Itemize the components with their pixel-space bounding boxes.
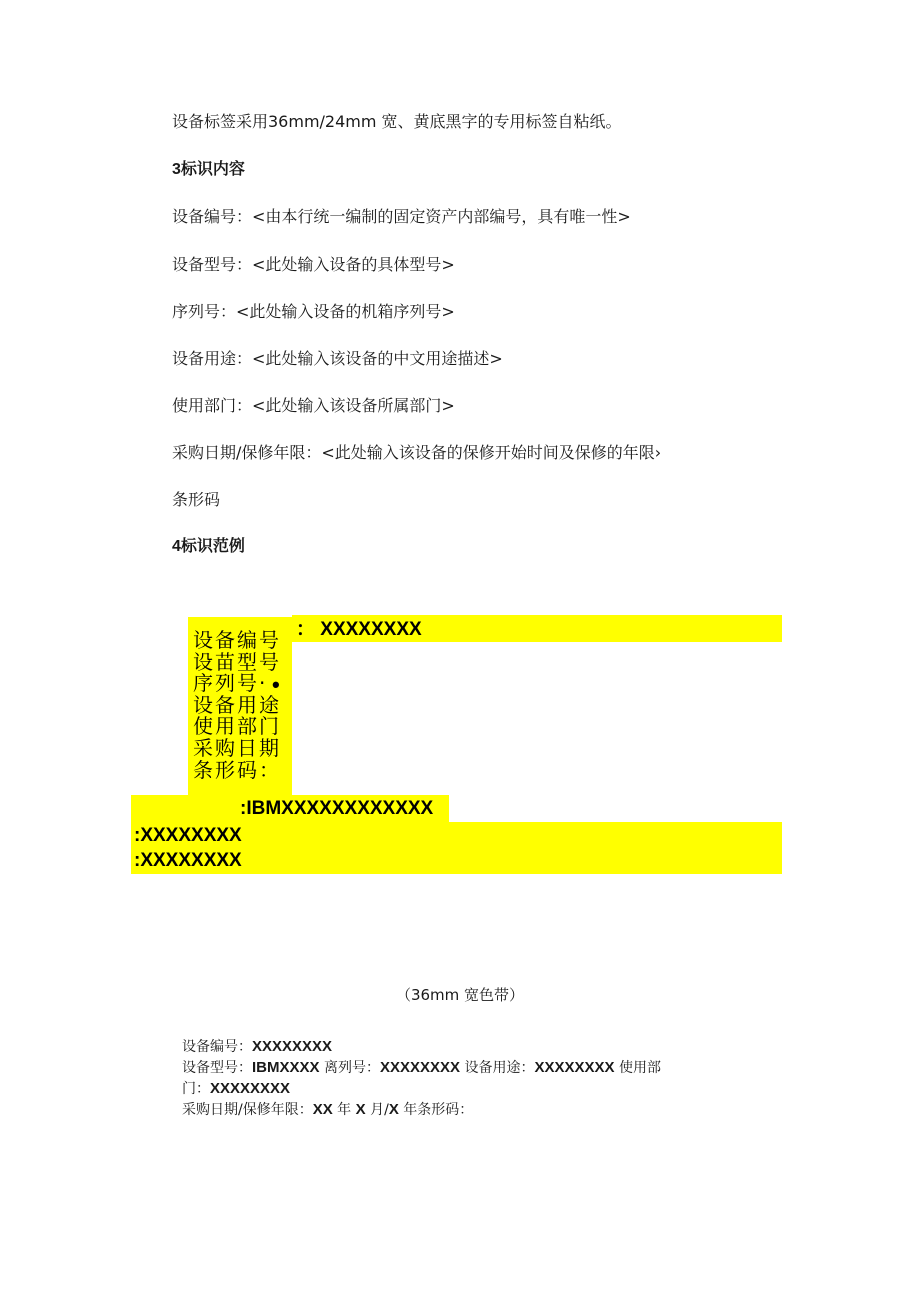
small-label: 设备型号： — [182, 1060, 252, 1076]
content-line-purchase-date: 采购日期/保修年限：<此处输入该设备的保修开始时间及保修的年限› — [172, 443, 662, 462]
label-row: 条形码： — [193, 757, 281, 782]
small-value: XXXXXXXX — [210, 1080, 291, 1097]
content-line-department: 使用部门：<此处输入该设备所属部门> — [172, 396, 455, 415]
label-device-number-value: ： XXXXXXXX — [296, 619, 422, 640]
small-value: X — [355, 1101, 366, 1118]
label-row: 设苗型号 — [193, 649, 281, 674]
label-row: 设备编号 — [193, 628, 281, 652]
small-value: XXXXXXXX — [252, 1038, 333, 1055]
label-row: 序列号· — [193, 671, 268, 696]
small-label: 离列号： — [319, 1060, 380, 1076]
label-bullet: • — [272, 672, 280, 697]
label-value-2: :XXXXXXXX — [134, 825, 242, 846]
small-line-2 — [182, 1057, 661, 1079]
small-label: 采购日期/保修年限： — [182, 1102, 313, 1118]
small-label: 年 — [332, 1102, 356, 1118]
small-value: X — [388, 1101, 399, 1118]
content-line-device-number: 设备编号：<由本行统一编制的固定资产内部编号，具有唯一性> — [172, 207, 631, 226]
label-row: 设备用途 — [193, 692, 281, 717]
section-4-heading: 4标识范例 — [172, 538, 245, 555]
content-line-barcode: 条形码 — [172, 490, 221, 509]
label-row: 采购日期 — [193, 735, 281, 760]
small-label: 门： — [182, 1081, 210, 1097]
section-3-heading: 3标识内容 — [172, 161, 245, 178]
example-caption: （36mm 宽色带） — [395, 986, 525, 1004]
small-value: IBMXXXX — [252, 1059, 320, 1076]
label-value-3: :XXXXXXXX — [134, 850, 242, 871]
small-value: XX — [312, 1101, 333, 1118]
small-label: 设备用途： — [460, 1060, 535, 1076]
small-line-1 — [182, 1036, 332, 1058]
intro-text: 设备标签采用36mm/24mm 宽、黄底黑字的专用标签自粘纸。 — [172, 112, 622, 131]
small-label: 月/ — [365, 1102, 389, 1118]
small-value: XXXXXXXX — [379, 1059, 461, 1076]
small-line-4 — [182, 1099, 473, 1121]
content-line-device-model: 设备型号：<此处输入设备的具体型号> — [172, 255, 455, 274]
small-label: 使用部 — [614, 1060, 661, 1076]
small-label: 年条形码： — [398, 1102, 474, 1118]
small-value: XXXXXXXX — [534, 1059, 615, 1076]
label-model-value: :IBMXXXXXXXXXXXX — [240, 798, 434, 819]
content-line-purpose: 设备用途：<此处输入该设备的中文用途描述> — [172, 349, 503, 368]
small-label: 设备编号： — [182, 1039, 252, 1055]
small-line-3 — [182, 1078, 290, 1100]
label-field-names — [193, 630, 289, 781]
content-line-serial: 序列号：<此处输入设备的机箱序列号> — [172, 302, 455, 321]
label-row: 使用部门 — [193, 714, 281, 739]
